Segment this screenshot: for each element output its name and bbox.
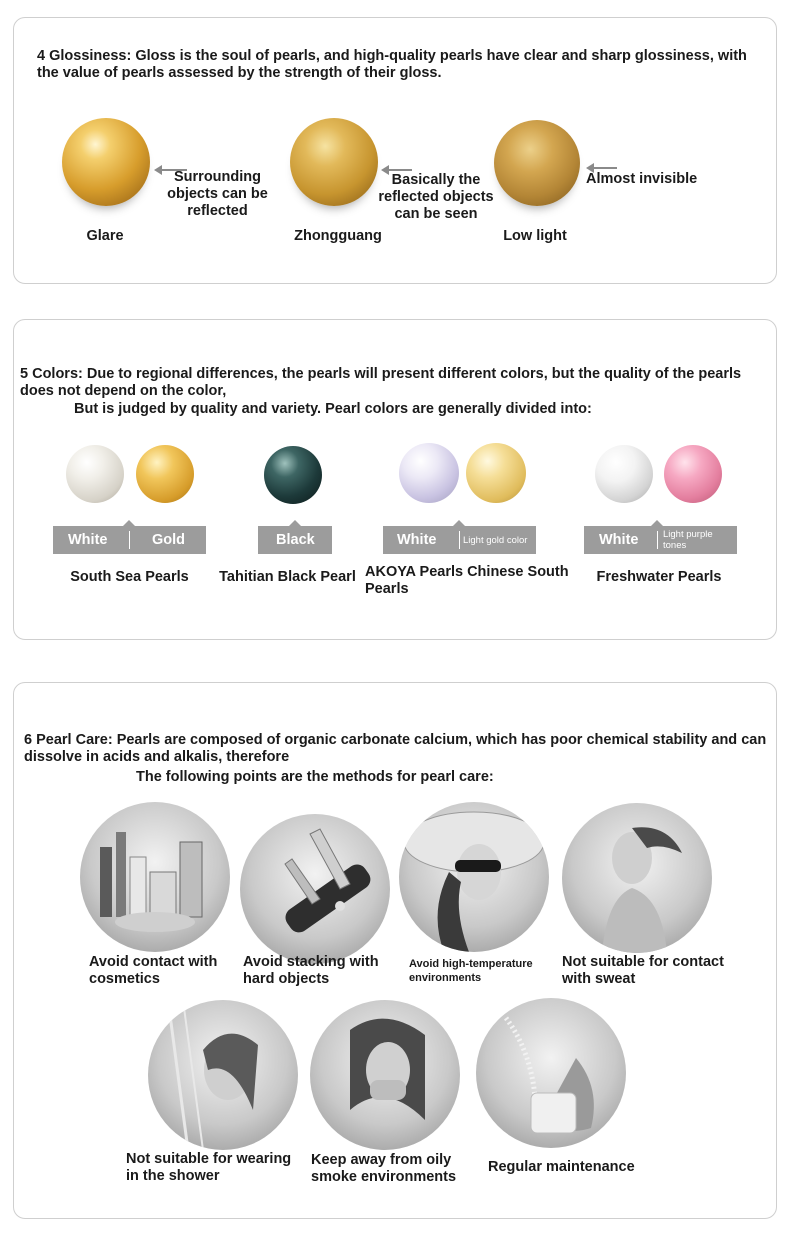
- south-sea-name: South Sea Pearls: [70, 569, 189, 585]
- akoya-white-pearl-image: [399, 443, 459, 503]
- knife-icon: [240, 814, 390, 964]
- shower-photo: [148, 1000, 298, 1150]
- pearl-necklace-cloth-icon: [476, 998, 626, 1148]
- woman-sunhat-icon: [399, 802, 549, 952]
- cosmetics-label: Avoid contact with cosmetics: [89, 954, 218, 987]
- zhongguang-arrow-icon: [388, 169, 412, 171]
- high-temperature-photo: [399, 802, 549, 952]
- tahitian-name: Tahitian Black Pearl: [219, 569, 356, 585]
- tahitian-tag-black: Black: [276, 532, 315, 548]
- oily-smoke-photo: [310, 1000, 460, 1150]
- akoya-light-gold-pearl-image: [466, 443, 526, 503]
- low-light-note: Almost invisible: [586, 171, 698, 187]
- glare-pearl-image: [62, 118, 150, 206]
- hard-objects-photo: [240, 814, 390, 964]
- maintenance-photo: [476, 998, 626, 1148]
- woman-smoke-icon: [310, 1000, 460, 1150]
- tahitian-black-pearl-image: [264, 446, 322, 504]
- south-sea-gold-pearl-image: [136, 445, 194, 503]
- zhongguang-label: Zhongguang: [294, 228, 382, 244]
- south-sea-white-pearl-image: [66, 445, 124, 503]
- glossiness-heading: 4 Glossiness: Gloss is the soul of pearls, and high-quality pearls have clear and sharp glossiness, with the value of pearls assessed by the strength of their gloss.: [37, 48, 747, 81]
- woman-shower-icon: [148, 1000, 298, 1150]
- zhongguang-pearl-image: [290, 118, 378, 206]
- freshwater-name: Freshwater Pearls: [596, 569, 722, 585]
- south-sea-color-tag: [53, 526, 206, 554]
- low-light-label: Low light: [503, 228, 567, 244]
- freshwater-pink-pearl-image: [664, 445, 722, 503]
- south-sea-tag-white: White: [68, 532, 108, 548]
- low-light-pearl-image: [494, 120, 580, 206]
- freshwater-white-pearl-image: [595, 445, 653, 503]
- akoya-tag-white: White: [397, 532, 437, 548]
- tahitian-color-tag: [258, 526, 332, 554]
- freshwater-color-tag: [584, 526, 737, 554]
- woman-running-icon: [562, 803, 712, 953]
- colors-subheading: But is judged by quality and variety. Pearl colors are generally divided into:: [74, 401, 592, 417]
- akoya-tag-light-gold: Light gold color: [463, 535, 528, 546]
- oily-smoke-label: Keep away from oily smoke environments: [311, 1152, 457, 1185]
- tag-pointer-icon: [453, 520, 465, 526]
- cosmetics-photo: [80, 802, 230, 952]
- glare-note: Surrounding objects can be reflected: [167, 169, 268, 219]
- zhongguang-note: Basically the reflected objects can be seen: [378, 172, 494, 222]
- sweat-label: Not suitable for contact with sweat: [562, 954, 724, 987]
- akoya-name: AKOYA Pearls Chinese South Pearls: [365, 564, 569, 597]
- freshwater-tag-white: White: [599, 532, 639, 548]
- tag-divider: [129, 531, 130, 549]
- tag-pointer-icon: [651, 520, 663, 526]
- glare-label: Glare: [86, 228, 124, 244]
- tag-pointer-icon: [289, 520, 301, 526]
- cosmetics-bottles-icon: [80, 802, 230, 952]
- tag-pointer-icon: [123, 520, 135, 526]
- low-light-arrow-icon: [593, 167, 617, 169]
- care-heading: 6 Pearl Care: Pearls are composed of organic carbonate calcium, which has poor chemical stability and can dissolve in acids and alkalis, therefore: [24, 732, 767, 765]
- maintenance-label: Regular maintenance: [488, 1159, 635, 1175]
- hard-objects-label: Avoid stacking with hard objects: [243, 954, 379, 987]
- tag-divider: [459, 531, 460, 549]
- akoya-color-tag: [383, 526, 536, 554]
- south-sea-tag-gold: Gold: [152, 532, 186, 548]
- shower-label: Not suitable for wearing in the shower: [126, 1151, 292, 1184]
- tag-divider: [657, 531, 658, 549]
- freshwater-tag-light-purple: Light purple tones: [663, 529, 713, 551]
- high-temperature-label: Avoid high-temperature environments: [409, 958, 533, 984]
- colors-heading: 5 Colors: Due to regional differences, the pearls will present different colors, but the quality of the pearls does not depend on the color,: [20, 366, 742, 399]
- sweat-photo: [562, 803, 712, 953]
- care-subheading: The following points are the methods for pearl care:: [136, 769, 494, 785]
